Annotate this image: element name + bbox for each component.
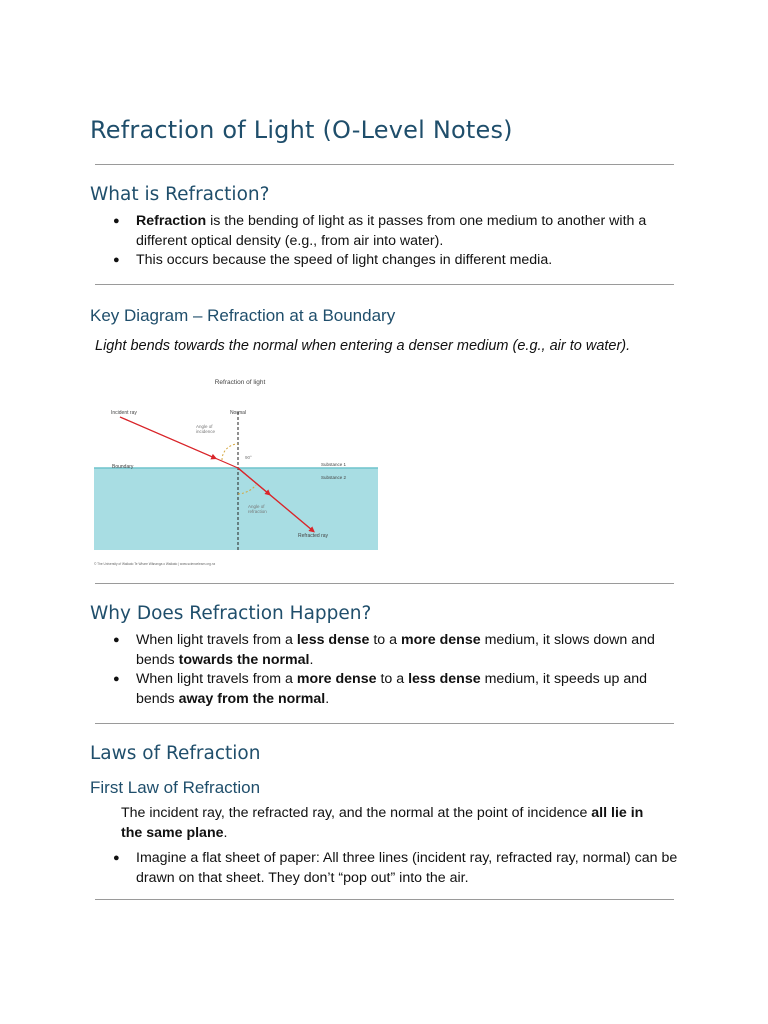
list-item [0, 670, 768, 709]
list-item-text: Imagine a flat sheet of paper: All three lines (incident ray, refracted ray, normal) can be drawn on that sheet. They don’t “pop out” into the air. [136, 850, 678, 886]
figure-title: Refraction of light [214, 379, 266, 386]
text: medium, it slows down and bends [136, 632, 655, 668]
label-substance-1: Substance 1 [321, 462, 347, 467]
water-region [94, 468, 378, 550]
text: When light travels from a [136, 632, 297, 648]
first-law-statement [121, 804, 651, 843]
bold-term: less dense [408, 671, 481, 687]
heading-why-refraction: Why Does Refraction Happen? [90, 603, 372, 624]
label-boundary: Boundary [112, 464, 134, 470]
figure-credit: © The University of Waikato Te Whare Wānanga o Waikato | www.sciencelearn.org.nz [94, 562, 216, 566]
heading-first-law: First Law of Refraction [90, 778, 261, 797]
divider [95, 164, 674, 165]
divider [95, 284, 674, 285]
list-item [0, 631, 768, 670]
text: The incident ray, the refracted ray, and the normal at the point of incidence [121, 805, 592, 821]
divider [95, 583, 674, 584]
refraction-diagram [90, 368, 382, 574]
bold-term: less dense [296, 632, 370, 648]
label-angle-90: 90° [245, 455, 252, 460]
text: . [223, 824, 228, 841]
list-item-text: This occurs because the speed of light changes in different media. [136, 252, 553, 268]
text: When light travels from a [136, 671, 297, 687]
bold-term: away from the normal [178, 690, 326, 707]
list-what-is-refraction [0, 212, 768, 271]
bold-term: towards the normal [178, 651, 310, 668]
text: . [309, 651, 314, 668]
label-normal: Normal [229, 410, 247, 416]
label-angle-refraction-2: refraction [248, 509, 267, 514]
bold-term: more dense [296, 671, 377, 687]
list-item [0, 251, 768, 271]
diagram-caption: Light bends towards the normal when entering a denser medium (e.g., air to water). [95, 338, 631, 354]
text: medium, it speeds up and bends [136, 671, 648, 707]
page-title: Refraction of Light (O-Level Notes) [90, 116, 513, 144]
bold-term: more dense [400, 632, 481, 648]
label-angle-incidence-2: incidence [196, 429, 216, 434]
list-item [0, 849, 768, 888]
label-refracted-ray: Refracted ray [298, 533, 329, 539]
list-item-text: is the bending of light as it passes from one medium to another with a different optical density (e.g., from air into water). [136, 213, 647, 249]
heading-key-diagram: Key Diagram – Refraction at a Boundary [90, 306, 396, 325]
heading-what-is-refraction: What is Refraction? [90, 184, 270, 205]
bold-term: Refraction [136, 213, 207, 229]
label-angle-incidence-1: Angle of [196, 424, 213, 429]
text: to a [376, 671, 409, 687]
text: . [325, 690, 330, 707]
bold-term: all lie in the same plane [121, 805, 644, 841]
list-item [0, 212, 768, 251]
list-first-law [0, 849, 768, 888]
text: to a [369, 632, 401, 648]
heading-laws-of-refraction: Laws of Refraction [90, 743, 261, 764]
label-angle-refraction-1: Angle of [248, 504, 265, 509]
label-incident-ray: Incident ray [111, 410, 137, 416]
list-why-refraction [0, 631, 768, 709]
label-substance-2: Substance 2 [321, 475, 347, 480]
divider [95, 723, 674, 724]
divider [95, 899, 674, 900]
